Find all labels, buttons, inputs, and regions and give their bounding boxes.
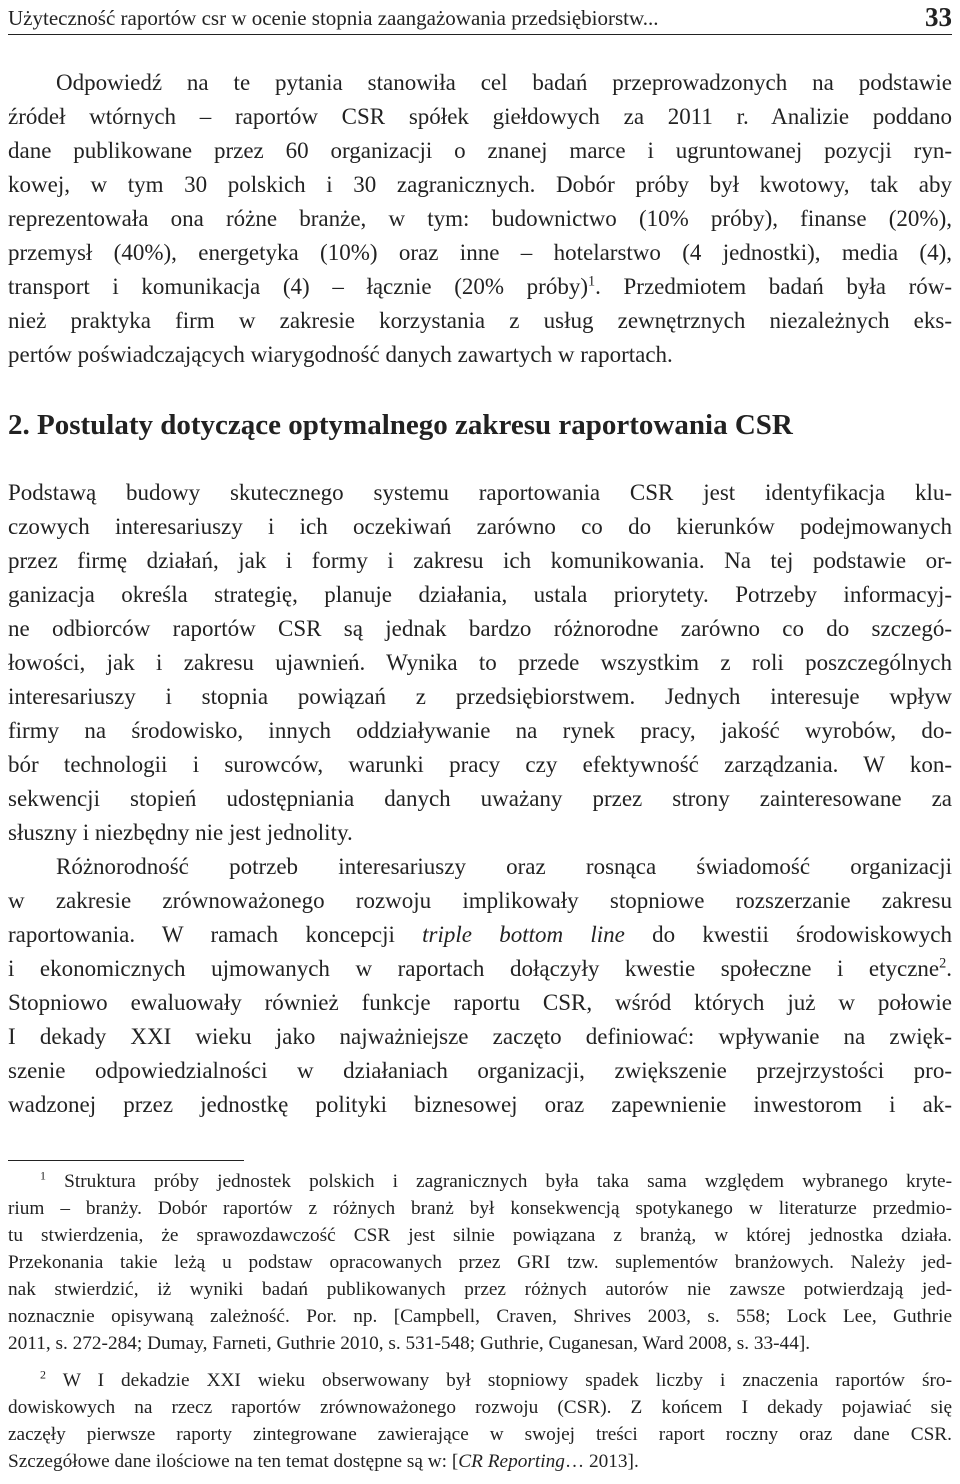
italic-term: CR Reporting — [458, 1451, 565, 1472]
footnote-line: Przekonania takie leżą u podstaw opracowanych przez GRI tzw. suplementów branżowych. Należy jed- — [8, 1252, 952, 1273]
text-line: interesariuszy i stopnia powiązań z przedsiębiorstwem. Jednych interesuje wpływ — [8, 684, 952, 709]
text-line: reprezentowała ona różne branże, w tym: budownictwo (10% próby), finanse (20%), — [8, 206, 952, 231]
paragraph-1 — [8, 66, 952, 372]
footnote-line: nak stwierdzić, iż wyniki badań publikowanych przez różnych autorów nie zawsze potwierdzają jed- — [8, 1279, 952, 1300]
text-segment: . Przedmiotem badań była rów- — [595, 274, 952, 299]
footnote-ref-2: 2 — [939, 955, 947, 972]
text-line: w zakresie zrównoważonego rozwoju implikowały stopniowe rozszerzanie zakresu — [8, 888, 952, 913]
text-line: bór technologii i surowców, warunki pracy czy efektywność zarządzania. W kon- — [8, 752, 952, 777]
text-line: przemysł (40%), energetyka (10%) oraz inne – hotelarstwo (4 jednostki), media (4), — [8, 240, 952, 265]
text-segment: transport i komunikacja (4) – łącznie (20% próby) — [8, 274, 588, 299]
text-line: kowej, w tym 30 polskich i 30 zagranicznych. Dobór próby był kwotowy, tak aby — [8, 172, 952, 197]
text-line: ganizacja określa strategię, planuje działania, ustala priorytety. Potrzeby informacyj- — [8, 582, 952, 607]
text-segment: raportowania. W ramach koncepcji — [8, 922, 423, 947]
footnote-ref-1: 1 — [587, 273, 596, 290]
text-segment: W I dekadzie XXI wieku obserwowany był stopniowy spadek liczby i znaczenia raportów śro- — [62, 1370, 952, 1391]
footnote-number: 2 — [40, 1367, 46, 1382]
text-line — [8, 952, 952, 986]
page-header — [8, 0, 952, 36]
text-segment: Struktura próby jednostek polskich i zagranicznych była taka sama względem wybranego kryte- — [64, 1171, 952, 1192]
text-line — [8, 270, 952, 304]
text-line: wadzonej przez jednostkę polityki biznesowej oraz zapewnienie inwestorom i ak- — [8, 1092, 952, 1117]
footnote-line — [8, 1448, 952, 1475]
section-heading: 2. Postulaty dotyczące optymalnego zakresu raportowania CSR — [8, 409, 793, 441]
footnote-1 — [8, 1168, 952, 1357]
footnote-line: noznacznie opisywaną zależność. Por. np. [Campbell, Craven, Shrives 2003, s. 558; Lock Lee, Guthrie — [8, 1306, 952, 1327]
text-line — [8, 918, 952, 952]
text-line: Odpowiedź na te pytania stanowiła cel badań przeprowadzonych na podstawie — [56, 70, 952, 95]
text-line: łowości, jak i zakresu ujawnień. Wynika to przede wszystkim z roli poszczególnych — [8, 650, 952, 675]
paragraph-2 — [8, 476, 952, 850]
text-segment: i ekonomicznych ujmowanych w raportach dołączyły kwestie społeczne i etyczne — [8, 956, 940, 981]
text-line: ne odbiorców raportów CSR są jednak bardzo różnorodne zarówno co do szczegó- — [8, 616, 952, 641]
footnote-line: dowiskowych na rzecz raportów zrównoważonego rozwoju (CSR). Z końcem I dekady pojawiać się — [8, 1397, 952, 1418]
text-line: nież praktyka firm w zakresie korzystania z usług zewnętrznych niezależnych eks- — [8, 308, 952, 333]
footnote-2 — [8, 1367, 952, 1475]
text-line: Różnorodność potrzeb interesariuszy oraz rosnąca świadomość organizacji — [56, 854, 952, 879]
paragraph-3 — [8, 850, 952, 1122]
footnote-line: 2011, s. 272-284; Dumay, Farneti, Guthrie 2010, s. 531-548; Guthrie, Cuganesan, Ward 2008, s. 33-44]. — [8, 1333, 811, 1354]
running-title: Użyteczność raportów csr w ocenie stopnia zaangażowania przedsiębiorstw... — [8, 6, 659, 30]
text-line: I dekady XXI wieku jako najważniejsze zaczęto definiować: wpływanie na zwięk- — [8, 1024, 952, 1049]
text-segment: Szczegółowe dane ilościowe na ten temat dostępne są w: [ — [8, 1451, 459, 1472]
text-line: czowych interesariuszy i ich oczekiwań zarówno co do kierunków podejmowanych — [8, 514, 952, 539]
text-line: Stopniowo ewaluowały również funkcje raportu CSR, wśród których już w połowie — [8, 990, 952, 1015]
text-line: szenie odpowiedzialności w działaniach organizacji, zwiększenie przejrzystości pro- — [8, 1058, 952, 1083]
page-number: 33 — [925, 2, 952, 32]
text-line: źródeł wtórnych – raportów CSR spółek giełdowych za 2011 r. Analizie poddano — [8, 104, 952, 129]
footnote-line — [8, 1168, 952, 1195]
footnote-line: rium – branży. Dobór raportów z różnych branż był konsekwencją spotykanego w literaturze przedmio- — [8, 1198, 952, 1219]
text-line: firmy na środowisko, innych oddziaływanie na rynek pracy, jakość wyrobów, do- — [8, 718, 952, 743]
text-line: słuszny i niezbędny nie jest jednolity. — [8, 820, 353, 845]
text-line: przez firmę działań, jak i formy i zakresu ich komunikowania. Na tej podstawie or- — [8, 548, 952, 573]
header-rule — [8, 34, 952, 35]
footnote-line: tu stwierdzenia, że sprawozdawczość CSR jest silnie powiązana z branżą, w której jednostka działa. — [8, 1225, 952, 1246]
italic-term: triple bottom line — [422, 922, 625, 947]
footnote-separator — [8, 1160, 244, 1161]
footnote-line — [8, 1367, 952, 1394]
footnote-number: 1 — [40, 1168, 46, 1183]
text-line: sekwencji stopień udostępniania danych uważany przez strony zainteresowane za — [8, 786, 952, 811]
text-line: pertów poświadczających wiarygodność danych zawartych w raportach. — [8, 342, 673, 367]
text-segment: … 2013]. — [564, 1451, 639, 1472]
footnote-line: zaczęły pierwsze raporty zintegrowane zawierające w swojej treści raport roczny oraz dane CSR. — [8, 1424, 952, 1445]
text-line: Podstawą budowy skutecznego systemu raportowania CSR jest identyfikacja klu- — [8, 480, 952, 505]
text-line: dane publikowane przez 60 organizacji o znanej marce i ugruntowanej pozycji ryn- — [8, 138, 952, 163]
text-segment: . — [946, 956, 952, 981]
text-segment: do kwestii środowiskowych — [624, 922, 952, 947]
